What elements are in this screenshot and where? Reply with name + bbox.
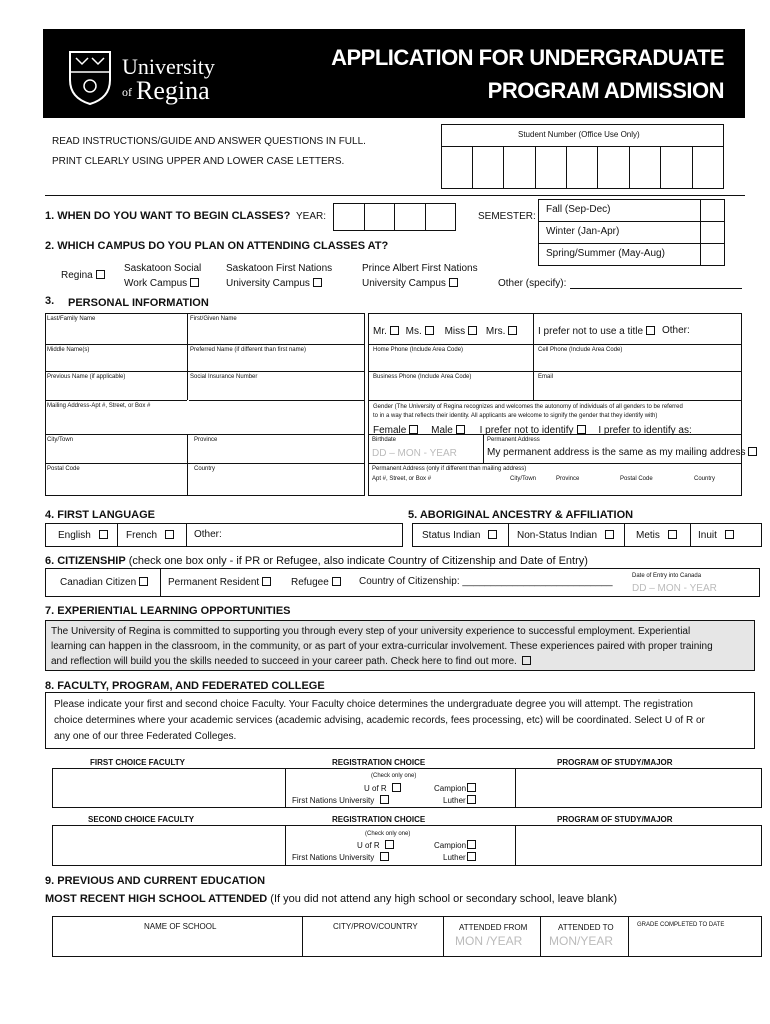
campus-other-input[interactable] xyxy=(570,288,742,289)
campus-pa-fn-line1: Prince Albert First Nations xyxy=(362,263,478,274)
form-title-line2: PROGRAM ADMISSION xyxy=(487,78,724,103)
semester-label: SEMESTER: xyxy=(478,211,536,222)
edu-city-header: CITY/PROV/COUNTRY xyxy=(333,922,418,931)
field-sin[interactable]: Social Insurance Number xyxy=(190,374,258,380)
reg1-luther[interactable]: Luther xyxy=(443,795,476,805)
gender-options[interactable]: Female Male I prefer not to identify I prefer to identify as: xyxy=(373,425,692,436)
logo-university: University xyxy=(122,54,215,79)
field-perm-address: Permanent Address xyxy=(487,437,540,443)
ancestry-nonstatus[interactable]: Non-Status Indian xyxy=(517,530,614,541)
instruction-line2: PRINT CLEARLY USING UPPER AND LOWER CASE LETTERS. xyxy=(52,156,345,167)
reg2-luther[interactable]: Luther xyxy=(443,852,476,862)
gender-note-2: to in a way that reflects their identity. All applicants are welcome to signify the gender that they identify with) xyxy=(373,413,658,419)
second-choice-program-input[interactable] xyxy=(516,826,761,865)
campus-regina[interactable]: Regina xyxy=(61,270,105,281)
checkbox-luther-1[interactable] xyxy=(467,795,476,804)
checkbox-fnu-1[interactable] xyxy=(380,795,389,804)
checkbox-canadian[interactable] xyxy=(139,577,148,586)
ancestry-status[interactable]: Status Indian xyxy=(422,530,497,541)
perm-same-option[interactable]: My permanent address is the same as my mailing address xyxy=(487,447,757,458)
checkbox-mr[interactable] xyxy=(390,326,399,335)
first-choice-program-input[interactable] xyxy=(516,769,761,807)
checkbox-sask-fn[interactable] xyxy=(313,278,322,287)
first-choice-faculty-input[interactable] xyxy=(53,769,284,807)
ancestry-metis[interactable]: Metis xyxy=(636,530,677,541)
campus-sask-fn[interactable]: University Campus xyxy=(226,278,322,289)
checkbox-pr[interactable] xyxy=(262,577,271,586)
field-city[interactable]: City/Town xyxy=(47,437,74,443)
birthdate-placeholder[interactable]: DD – MON - YEAR xyxy=(372,448,457,459)
field-business-phone[interactable]: Business Phone (Include Area Code) xyxy=(373,374,472,380)
title-none[interactable]: I prefer not to use a title xyxy=(538,326,655,337)
checkbox-fnu-2[interactable] xyxy=(380,852,389,861)
edu-grade-header: GRADE COMPLETED TO DATE xyxy=(637,922,725,928)
gender-note-1: Gender (The University of Regina recognizes and welcomes the autonomy of individuals of all genders to be referred xyxy=(373,404,683,410)
field-preferred-name[interactable]: Preferred Name (if different than first name) xyxy=(190,347,306,353)
field-country[interactable]: Country xyxy=(194,466,216,472)
reg1-fnu[interactable]: First Nations University xyxy=(292,795,389,805)
date-entry-label: Date of Entry into Canada xyxy=(632,573,702,579)
checkbox-uofr-1[interactable] xyxy=(392,783,401,792)
program-header-2: PROGRAM OF STUDY/MAJOR xyxy=(557,815,673,824)
checkbox-sask-social[interactable] xyxy=(190,278,199,287)
checkbox-inuit[interactable] xyxy=(725,530,734,539)
checkbox-ms[interactable] xyxy=(425,326,434,335)
field-email[interactable]: Email xyxy=(538,374,554,380)
perm-prov[interactable]: Province xyxy=(556,476,580,482)
field-postal-code[interactable]: Postal Code xyxy=(47,466,80,472)
ancestry-inuit[interactable]: Inuit xyxy=(698,530,734,541)
q9-subtitle: MOST RECENT HIGH SCHOOL ATTENDED (If you did not attend any high school or secondary school, leave blank) xyxy=(45,893,618,905)
lang-english[interactable]: English xyxy=(58,530,108,541)
cit-pr[interactable]: Permanent Resident xyxy=(168,577,271,588)
campus-pa-fn[interactable]: University Campus xyxy=(362,278,458,289)
checkbox-nonstatus[interactable] xyxy=(605,530,614,539)
field-home-phone[interactable]: Home Phone (Include Area Code) xyxy=(373,347,464,353)
checkbox-female[interactable] xyxy=(409,425,418,434)
field-mailing-address[interactable]: Mailing Address-Apt #, Street, or Box # xyxy=(47,403,151,409)
cit-country[interactable]: Country of Citizenship: ___________________________ xyxy=(359,576,613,587)
checkbox-campion-2[interactable] xyxy=(467,840,476,849)
field-birthdate: Birthdate xyxy=(372,437,397,443)
campus-sask-social-line1: Saskatoon Social xyxy=(124,263,202,274)
reg1-uofr[interactable]: U of R xyxy=(364,783,401,793)
title-other[interactable]: Other: xyxy=(662,325,690,336)
campus-sask-fn-line1: Saskatoon First Nations xyxy=(226,263,333,274)
q6-label: 6. CITIZENSHIP (check one box only - if PR or Refugee, also indicate Country of Citizenship and Date of Entry) xyxy=(45,555,588,567)
campus-other-label: Other (specify): xyxy=(498,278,567,289)
q1-label: 1. WHEN DO YOU WANT TO BEGIN CLASSES? xyxy=(45,210,291,222)
faculty-line3: any one of our three Federated Colleges. xyxy=(54,731,237,742)
checkbox-metis[interactable] xyxy=(668,530,677,539)
field-previous-name[interactable]: Previous Name (if applicable) xyxy=(47,374,126,380)
faculty-line1: Please indicate your first and second choice Faculty. Your Faculty choice determines the undergraduate degree you will attempt. The registration xyxy=(54,699,693,710)
checkbox-experiential[interactable] xyxy=(522,656,531,665)
perm-apt[interactable]: Apt #, Street, or Box # xyxy=(372,476,432,482)
reg2-campion[interactable]: Campion xyxy=(434,840,476,850)
q7-label: 7. EXPERIENTIAL LEARNING OPPORTUNITIES xyxy=(45,605,291,617)
checkbox-perm-same[interactable] xyxy=(748,447,757,456)
cit-canadian[interactable]: Canadian Citizen xyxy=(60,577,148,588)
reg-choice-header-2: REGISTRATION CHOICE xyxy=(332,815,426,824)
second-choice-faculty-input[interactable] xyxy=(53,826,284,865)
program-header-1: PROGRAM OF STUDY/MAJOR xyxy=(557,758,673,767)
checkbox-miss[interactable] xyxy=(468,326,477,335)
perm-country[interactable]: Country xyxy=(694,476,716,482)
edu-to-header: ATTENDED TO xyxy=(558,923,614,932)
perm-postal[interactable]: Postal Code xyxy=(620,476,653,482)
first-choice-header: FIRST CHOICE FACULTY xyxy=(90,758,185,767)
checkbox-mrs[interactable] xyxy=(508,326,517,335)
second-choice-header: SECOND CHOICE FACULTY xyxy=(88,815,195,824)
checkbox-french[interactable] xyxy=(165,530,174,539)
semester-spring[interactable]: Spring/Summer (May-Aug) xyxy=(546,248,665,259)
reg2-fnu[interactable]: First Nations University xyxy=(292,852,389,862)
checkbox-no-title[interactable] xyxy=(646,326,655,335)
experiential-line1: The University of Regina is committed to supporting you through every step of your university experience to successful employment. Experiential xyxy=(51,626,691,637)
student-number-label: Student Number (Office Use Only) xyxy=(518,130,640,139)
q9-label: 9. PREVIOUS AND CURRENT EDUCATION xyxy=(45,875,266,887)
field-last-name[interactable]: Last/Family Name xyxy=(47,316,96,322)
reg1-campion[interactable]: Campion xyxy=(434,783,476,793)
edu-to-placeholder[interactable]: MON/YEAR xyxy=(549,934,614,948)
field-province[interactable]: Province xyxy=(194,437,218,443)
instruction-line1: READ INSTRUCTIONS/GUIDE AND ANSWER QUESTIONS IN FULL. xyxy=(52,136,366,147)
checkbox-campion-1[interactable] xyxy=(467,783,476,792)
lang-french[interactable]: French xyxy=(126,530,174,541)
form-title-line1: APPLICATION FOR UNDERGRADUATE xyxy=(331,45,724,70)
reg-choice-header-1: REGISTRATION CHOICE xyxy=(332,758,426,767)
checkbox-english[interactable] xyxy=(99,530,108,539)
checkbox-male[interactable] xyxy=(456,425,465,434)
campus-sask-social[interactable]: Work Campus xyxy=(124,278,199,289)
checkbox-luther-2[interactable] xyxy=(467,852,476,861)
lang-other[interactable]: Other: xyxy=(194,529,222,540)
perm-diff-label: Permanent Address (only if different than mailing address) xyxy=(372,466,527,472)
experiential-line3[interactable]: and reflection will build you the skills needed to succeed in your career path. Check here to find out more. xyxy=(51,656,531,667)
date-entry-placeholder[interactable]: DD – MON - YEAR xyxy=(632,583,717,594)
perm-city[interactable]: City/Town xyxy=(510,476,537,482)
checkbox-uofr-2[interactable] xyxy=(385,840,394,849)
logo-of: of xyxy=(122,85,132,99)
semester-fall[interactable]: Fall (Sep-Dec) xyxy=(546,204,611,215)
edu-school-header: NAME OF SCHOOL xyxy=(144,922,217,931)
checkbox-no-identify[interactable] xyxy=(577,425,586,434)
checkbox-refugee[interactable] xyxy=(332,577,341,586)
checkbox-status-indian[interactable] xyxy=(488,530,497,539)
q2-label: 2. WHICH CAMPUS DO YOU PLAN ON ATTENDING CLASSES AT? xyxy=(45,240,389,252)
reg2-uofr[interactable]: U of R xyxy=(357,840,394,850)
checkbox-regina[interactable] xyxy=(96,270,105,279)
check-only-one-2: (Check only one) xyxy=(365,831,411,837)
edu-from-placeholder[interactable]: MON /YEAR xyxy=(455,934,523,948)
field-middle-name[interactable]: Middle Name(s) xyxy=(47,347,90,353)
checkbox-pa-fn[interactable] xyxy=(449,278,458,287)
q3-number: 3. xyxy=(45,295,55,307)
edu-from-header: ATTENDED FROM xyxy=(459,923,528,932)
university-crest-icon xyxy=(68,50,112,106)
field-cell-phone[interactable]: Cell Phone (Include Area Code) xyxy=(538,347,623,353)
q8-label: 8. FACULTY, PROGRAM, AND FEDERATED COLLEGE xyxy=(45,680,325,692)
q3-label: PERSONAL INFORMATION xyxy=(68,297,209,309)
logo-regina: Regina xyxy=(136,76,210,105)
field-first-name[interactable]: First/Given Name xyxy=(190,316,237,322)
faculty-line2: choice determines where your academic services (academic advising, academic records, fees processing, etc) will be coordinated. Select U of R or xyxy=(54,715,705,726)
experiential-line2: learning can happen in the classroom, in the community, or as part of your extra-curricular involvement. These experiences paired with proper training xyxy=(51,641,713,652)
cit-refugee[interactable]: Refugee xyxy=(291,577,341,588)
semester-winter[interactable]: Winter (Jan-Apr) xyxy=(546,226,620,237)
check-only-one-1: (Check only one) xyxy=(371,773,417,779)
year-label: YEAR: xyxy=(296,211,327,222)
title-options[interactable]: Mr. Ms. Miss Mrs. xyxy=(373,326,517,337)
q5-label: 5. ABORIGINAL ANCESTRY & AFFILIATION xyxy=(408,509,634,521)
q4-label: 4. FIRST LANGUAGE xyxy=(45,509,156,521)
